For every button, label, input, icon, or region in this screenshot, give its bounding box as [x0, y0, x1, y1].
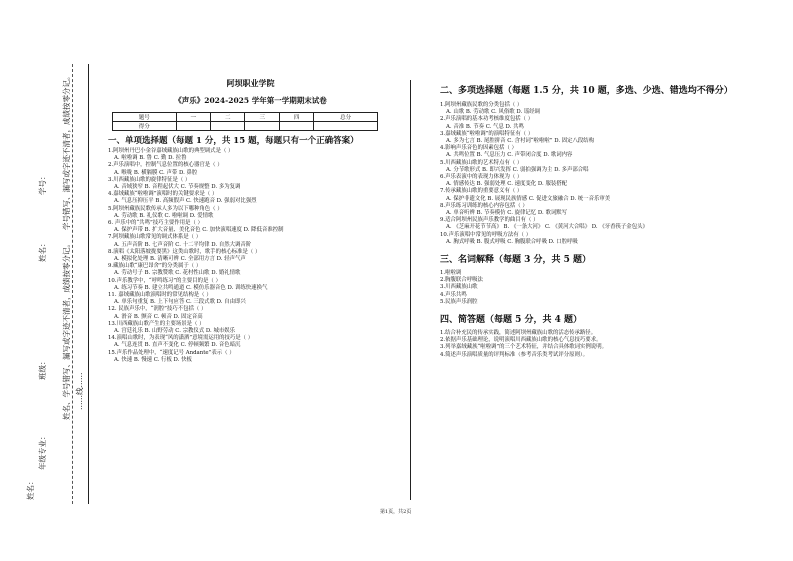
question-text: 3.嘉绒藏族“啦啦调”的演唱特征有（ ） [440, 130, 534, 137]
question-text: 4.影响声乐音色的因素包括（ ） [440, 145, 517, 152]
question-options: A. 《芝麻开花节节高》 B. 《一条大河》 C. 《黄河大合唱》 D. 《牙香筷子金包头》 [446, 224, 648, 231]
question-options: A. 模拟化处理 B. 清晰可辨 C. 全部用方言 D. 轻声气声 [114, 256, 246, 263]
question-text: 1.阿坝州丹巴小金谷嘉绒藏族山歌的典型调式是（ ） [108, 148, 234, 154]
list-item: 4.简述声乐演唱质量的评判标准（参考音乐类考试评分原则）。 [440, 351, 588, 358]
question-options: A. 分节歌形式 B. 即兴发挥 C. 弱拍强调为主 D. 多声部合唱 [446, 166, 589, 173]
score-header: 三 [245, 113, 279, 122]
question-options: A. 保护声带 B. 扩大音量、美化音色 C. 加快演唱速度 D. 降低音准控制 [114, 227, 284, 234]
score-header: 四 [279, 113, 313, 122]
name-label: 姓名： [38, 239, 47, 262]
score-table [112, 112, 378, 131]
score-cell[interactable] [279, 122, 313, 131]
student-id-label: 学号： [38, 172, 47, 195]
question-options: A. 喉咙 B. 横膈膜 C. 声带 D. 鼻腔 [114, 169, 198, 176]
score-header: 题号 [113, 113, 177, 122]
list-item: 3.列举嘉绒藏族“啦啦调”的三个艺术特征，并结合具体歌词实例说明。 [440, 344, 607, 351]
question-options: A. 快速 B. 慢速 C. 行板 D. 快板 [114, 356, 192, 363]
section1-title: 一、单项选择题（每题 1 分，共 15 题，每题只有一个正确答案） [108, 136, 359, 146]
score-cell[interactable] [176, 122, 210, 131]
cut-line-label: ……线…… [75, 372, 84, 410]
question-text: 3.川西藏族山歌的旋律特征是（ ） [108, 176, 191, 183]
question-text: 14.演唱山歌时，为表现“风的潇洒”意境需运用的技巧是（ ） [108, 335, 254, 342]
question-options: A. 保护非遗文化 B. 展现民族情感 C. 促进文旅融合 D. 统一音乐审美 [446, 195, 611, 202]
question-text: 10.声乐教学中，“呼鸣练习”的主要目的是（ ） [108, 277, 221, 284]
section4-items [440, 330, 760, 359]
question-text: 10.声乐演唱中常见的呼吸方法有（ ） [440, 231, 532, 238]
class-label: 班级： [38, 357, 47, 380]
left-column [108, 78, 393, 364]
question-options: A. 山歌 B. 劳动歌 C. 风俗歌 D. 谣经调 [446, 109, 541, 116]
question-text: 9.适合阿坝州民族声乐教学的曲目有（ ） [440, 217, 539, 224]
question-text: 8.演唱《太阳落坡拢耍黑》这类山歌时，歌手的核心标准是（ ） [108, 248, 261, 255]
rule-text-1: 学号错写、漏写或字迹不清者，成绩按零分记。 [62, 72, 71, 230]
section1-questions [108, 148, 393, 364]
question-text: 12. 民族声乐中，“润腔”技巧不包括（ ） [108, 306, 207, 313]
question-options: A. 音域狭窄 B. 音程起伏大 C. 节奏规整 D. 多为复调 [114, 184, 241, 191]
score-cell[interactable] [245, 122, 279, 131]
question-options: A. 单乐句重复 B. 上下句应答 C. 三段式歌 D. 自由即兴 [114, 299, 246, 306]
section4-title: 四、简答题（每题 5 分，共 4 题） [440, 315, 583, 326]
question-text: 7.传承藏族山歌的重要意义有（ ） [440, 188, 523, 195]
page-footer: 第1页，共2页 [380, 509, 412, 515]
question-text: 15.声乐作品处理中，“速度记号 Andante”表示（ ） [108, 349, 235, 356]
list-item: 2.依据声乐基础理论，说明演唱川西藏族山歌的核心气息技巧要求。 [440, 337, 602, 344]
cut-line [72, 64, 73, 504]
score-header: 总分 [314, 113, 378, 122]
rule-text-2: 姓名、学号错写、漏写或字迹不清者，成绩按零分记。 [62, 240, 71, 420]
question-text: 4.嘉绒藏族“啦啦调”演唱时的关键要求是（ ） [108, 191, 218, 198]
major-label: 年级专业： [38, 432, 47, 470]
section3-items [440, 270, 760, 306]
question-options: A. 音准 B. 节奏 C. 气息 D. 共鸣 [446, 123, 524, 130]
score-header: 一 [176, 113, 210, 122]
question-text: 6. 声乐中的“共鸣”技巧主要作用是（ ） [108, 220, 203, 227]
question-text: 7.阿坝藏族山歌常见的调式体系是（ ） [108, 234, 202, 241]
question-text: 13.川西藏族山歌产生的主要场景是（ ） [108, 320, 205, 327]
list-item: 1.啦啦调 [440, 270, 462, 277]
question-text: 11. 嘉绒藏族山歌演唱时的常见结构是（ ） [108, 292, 212, 299]
score-cell[interactable] [314, 122, 378, 131]
question-options: A. 啦啦调 B. 鲁 C. 勤 D. 拉鲁 [114, 155, 187, 162]
question-text: 5.川西藏族山歌的艺术特点有（ ） [440, 159, 523, 166]
question-text: 6.声乐表演中的表现力体现为（ ） [440, 174, 523, 181]
question-text: 1.阿坝州藏族民歌的分类包括（ ） [440, 102, 523, 108]
signature-label: 姓名： [26, 477, 35, 500]
section2-questions [440, 102, 760, 246]
question-options: A. 情感传达 B. 强弱处理 C. 速度变化 D. 服装搭配 [446, 181, 568, 188]
score-cell[interactable] [211, 122, 245, 131]
list-item: 5.民族声乐润腔 [440, 298, 478, 305]
school-name: 阿坝职业学院 [226, 78, 275, 88]
right-column [440, 80, 760, 359]
question-text: 5.阿坝州藏族民歌传承人多为以下哪种角色（ ） [108, 205, 223, 212]
question-options: A. 练习节奏 B. 建立共鸣通道 C. 模仿乐器音色 D. 训练快速换气 [114, 284, 268, 291]
question-options: A. 多为七言 B. 尾腔拼音 C. 含衬词“啦啦啦” D. 固定八段结构 [446, 138, 595, 145]
question-options: A. 气息连贯 B. 直声不变化 C. 停顿频繁 D. 音色暗沉 [114, 342, 241, 349]
question-options: A. 宫廷礼乐 B. 山野劳动 C. 宗教仪式 D. 城市娱乐 [114, 328, 236, 335]
question-text: 2.声乐演唱中，控制气息位置的核心器官是（ ） [108, 162, 223, 169]
score-header: 二 [211, 113, 245, 122]
list-item: 1.结合补充民的传承实践，简述阿坝州藏族山歌的活态传承路径。 [440, 330, 597, 337]
question-options: A. 气息压抑压平 B. 高频假声 C. 快速跑音 D. 强弱对比强烈 [114, 198, 257, 205]
column-divider [410, 80, 411, 500]
list-item: 3.川西藏族山歌 [440, 284, 478, 291]
score-label: 得分 [113, 122, 177, 131]
question-options: A. 劳动歌 B. 礼仪歌 C. 啦啦调 D. 爱情歌 [114, 212, 214, 219]
binding-margin [0, 0, 100, 561]
question-options: A. 滑音 B. 颤音 C. 顿音 D. 固定音高 [114, 313, 203, 320]
question-options: A. 单音听辨 B. 节奏模仿 C. 旋律记忆 D. 歌词默写 [446, 210, 568, 217]
question-text: 9.藏族山歌“康巴昂舍”的分类属于（ ） [108, 263, 202, 270]
section3-title: 三、名词解释（每题 3 分，共 5 题） [440, 255, 592, 266]
section2-title: 二、多项选择题（每题 1.5 分，共 10 题，多选、少选、错选均不得分） [440, 86, 733, 96]
question-options: A. 劳动号子 B. 宗教赞歌 C. 花村性山歌 D. 婚礼情歌 [114, 270, 241, 277]
question-text: 8.声乐练习训练的核心内容包括（ ） [440, 202, 528, 209]
question-options: A. 共鸣位置 B. 气息压力 C. 声带闭合度 D. 歌词内容 [446, 152, 573, 159]
question-options: A. 五声音阶 B. 七声音阶 C. 十二平均律 D. 自然大调音阶 [114, 241, 252, 248]
question-text: 2.声乐演唱的基本功考核维度包括（ ） [440, 116, 534, 123]
exam-title: 《声乐》2024-2025 学年第一学期期末试卷 [174, 96, 327, 105]
question-options: A. 胸式呼吸 B. 腹式呼吸 C. 胸腹联合呼吸 D. 口腔呼吸 [446, 238, 578, 245]
list-item: 4.声乐共鸣 [440, 291, 467, 298]
list-item: 2.胸腹联合呼吸法 [440, 277, 483, 284]
binding-line [88, 64, 89, 504]
